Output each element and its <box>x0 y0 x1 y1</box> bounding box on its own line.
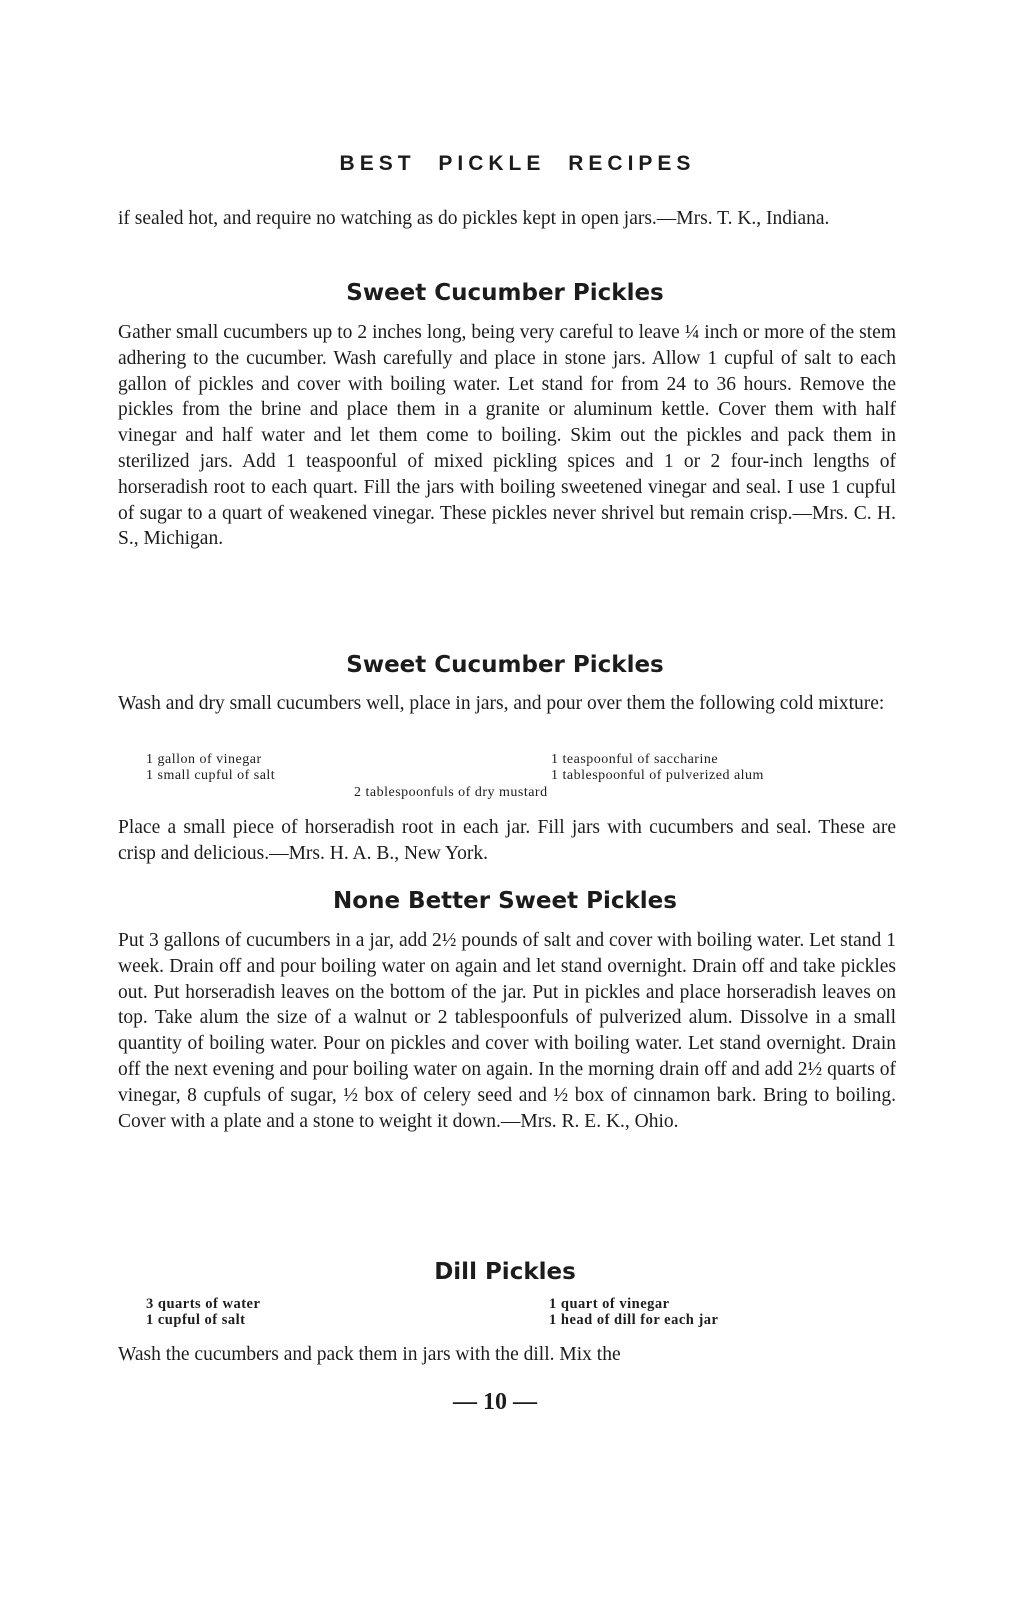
recipe-body-dill-pickles: Wash the cucumbers and pack them in jars with the dill. Mix the <box>118 1344 621 1365</box>
ingredient-item: 2 tablespoonfuls of dry mustard <box>354 785 548 800</box>
recipe-title-sweet-cucumber-pickles-2: Sweet Cucumber Pickles <box>346 652 664 678</box>
recipe-title-sweet-cucumber-pickles-1: Sweet Cucumber Pickles <box>346 280 664 306</box>
continuation-text: if sealed hot, and require no watching as do pickles kept in open jars.—Mrs. T. K., Indiana. <box>118 208 830 229</box>
recipe-intro-sweet-cucumber-pickles-2: Wash and dry small cucumbers well, place in jars, and pour over them the following cold mixture: <box>118 693 885 714</box>
recipe-body-sweet-cucumber-pickles-1: Gather small cucumbers up to 2 inches long, being very careful to leave ¼ inch or more of the stem adhering to the cucumber. Wash carefully and place in stone jars. Allow 1 cupful of salt to each gallon of pickles and cover with boiling water. Let stand for from 24 to 36 hours. Remove the pickles from the brine and place them in a granite or aluminum kettle. Cover them with half vinegar and half water and let them come to boiling. Skim out the pickles and pack them in sterilized jars. Add 1 teaspoonful of mixed pickling spices and 1 or 2 four-inch lengths of horseradish root to each quart. Fill the jars with boiling sweetened vinegar and seal. I use 1 cupful of sugar to a quart of weakened vinegar. These pickles never shrivel but remain crisp.—Mrs. C. H. S., Michigan. <box>118 322 896 550</box>
ingredient-item: 1 gallon of vinegar <box>146 752 262 767</box>
ingredient-item: 1 head of dill for each jar <box>549 1312 719 1328</box>
ingredient-item: 1 tablespoonful of pulverized alum <box>551 768 764 783</box>
running-head: BEST PICKLE RECIPES <box>339 152 696 175</box>
ingredient-item: 1 quart of vinegar <box>549 1296 670 1312</box>
ingredient-item: 3 quarts of water <box>146 1296 261 1312</box>
recipe-body-sweet-cucumber-pickles-2: Place a small piece of horseradish root in each jar. Fill jars with cucumbers and seal. These are crisp and delicious.—Mrs. H. A. B., New York. <box>118 817 896 864</box>
recipe-title-dill-pickles: Dill Pickles <box>434 1259 576 1285</box>
page-number: — 10 — <box>453 1389 537 1415</box>
ingredient-item: 1 teaspoonful of saccharine <box>551 752 719 767</box>
recipe-body-none-better-sweet-pickles: Put 3 gallons of cucumbers in a jar, add 2½ pounds of salt and cover with boiling water. Let stand 1 week. Drain off and pour boiling water on again and let stand overnight. Drain off and take pickles out. Put horseradish leaves on the bottom of the jar. Put in pickles and place horseradish leaves on top. Take alum the size of a walnut or 2 tablespoonfuls of pulverized alum. Dissolve in a small quantity of boiling water. Pour on pickles and cover with boiling water. Let stand overnight. Drain off the next evening and pour boiling water on again. In the morning drain off and add 2½ quarts of vinegar, 8 cupfuls of sugar, ½ box of celery seed and ½ box of cinnamon bark. Bring to boiling. Cover with a plate and a stone to weight it down.—Mrs. R. E. K., Ohio. <box>118 930 896 1132</box>
recipe-title-none-better-sweet-pickles: None Better Sweet Pickles <box>333 888 677 914</box>
ingredient-item: 1 small cupful of salt <box>146 768 276 783</box>
ingredient-item: 1 cupful of salt <box>146 1312 246 1328</box>
